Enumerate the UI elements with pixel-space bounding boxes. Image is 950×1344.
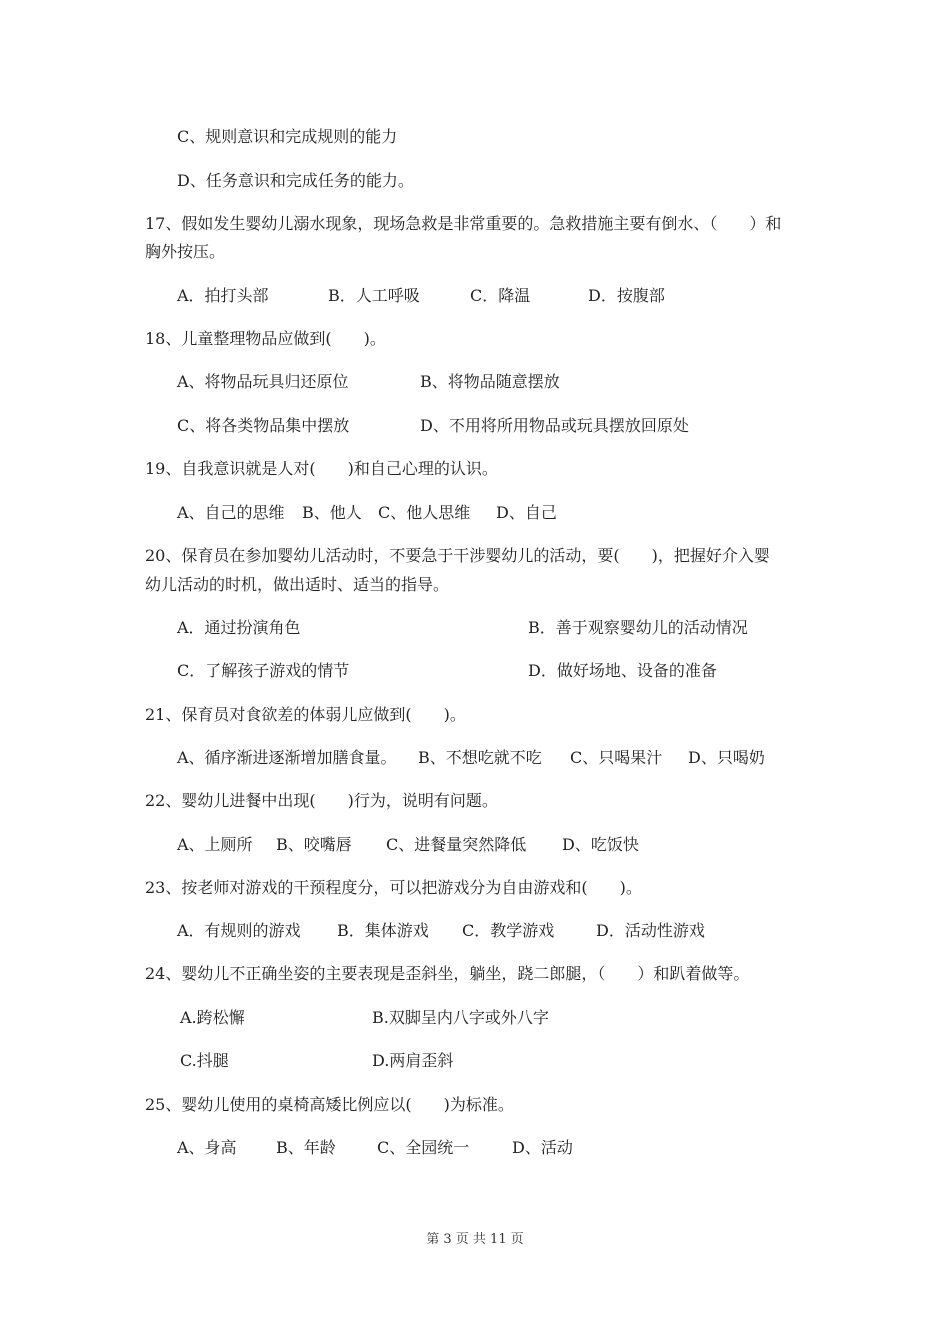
question-22: 22、婴幼儿进餐中出现( )行为，说明有问题。 bbox=[145, 791, 498, 810]
option-d: D．按腹部 bbox=[588, 286, 665, 305]
option-c: C、规则意识和完成规则的能力 bbox=[177, 127, 398, 146]
option-a: A、将物品玩具归还原位 bbox=[177, 372, 349, 391]
option-c: C．教学游戏 bbox=[462, 921, 555, 940]
option-a: A．有规则的游戏 bbox=[177, 921, 301, 940]
question-17: 17、假如发生婴幼儿溺水现象，现场急救是非常重要的。急救措施主要有倒水、（ ）和 bbox=[145, 214, 782, 233]
question-25: 25、婴幼儿使用的桌椅高矮比例应以( )为标准。 bbox=[145, 1095, 514, 1114]
option-b: B、他人 bbox=[302, 503, 362, 522]
option-d: D、吃饭快 bbox=[562, 835, 639, 854]
option-d: D．做好场地、设备的准备 bbox=[528, 661, 717, 680]
question-19: 19、自我意识就是人对( )和自己心理的认识。 bbox=[145, 459, 498, 478]
option-a: A．拍打头部 bbox=[177, 286, 269, 305]
option-b: B、咬嘴唇 bbox=[276, 835, 352, 854]
option-b: B．集体游戏 bbox=[337, 921, 429, 940]
option-d: D．活动性游戏 bbox=[596, 921, 705, 940]
option-c: C．了解孩子游戏的情节 bbox=[177, 661, 350, 680]
option-b: B.双脚呈内八字或外八字 bbox=[372, 1008, 549, 1027]
option-c: C.抖腿 bbox=[180, 1051, 229, 1070]
option-b: B、将物品随意摆放 bbox=[420, 372, 560, 391]
option-a: A、循序渐进逐渐增加膳食量。 bbox=[177, 748, 397, 767]
option-c: C、全园统一 bbox=[377, 1138, 470, 1157]
question-20: 20、保育员在参加婴幼儿活动时，不要急于干涉婴幼儿的活动，要( )，把握好介入婴 bbox=[145, 546, 770, 565]
option-d: D、不用将所用物品或玩具摆放回原处 bbox=[420, 416, 689, 435]
option-c: C、只喝果汁 bbox=[570, 748, 663, 767]
option-c: C．降温 bbox=[470, 286, 531, 305]
question-21: 21、保育员对食欲差的体弱儿应做到( )。 bbox=[145, 705, 466, 724]
option-b: B．善于观察婴幼儿的活动情况 bbox=[528, 618, 748, 637]
question-24: 24、婴幼儿不正确坐姿的主要表现是歪斜坐，躺坐，跷二郎腿，（ ）和趴着做等。 bbox=[145, 964, 750, 983]
option-a: A、自己的思维 bbox=[177, 503, 285, 522]
option-c: C、他人思维 bbox=[378, 503, 471, 522]
option-b: B、年龄 bbox=[276, 1138, 336, 1157]
question-23: 23、按老师对游戏的干预程度分，可以把游戏分为自由游戏和( )。 bbox=[145, 878, 642, 897]
option-a: A．通过扮演角色 bbox=[177, 618, 301, 637]
page-footer: 第 3 页 共 11 页 bbox=[426, 1232, 524, 1247]
option-d: D、任务意识和完成任务的能力。 bbox=[177, 171, 414, 190]
option-d: D.两肩歪斜 bbox=[372, 1051, 454, 1070]
question-20-cont: 幼儿活动的时机，做出适时、适当的指导。 bbox=[145, 575, 450, 594]
option-a: A、上厕所 bbox=[177, 835, 253, 854]
option-d: D、只喝奶 bbox=[688, 748, 765, 767]
option-d: D、活动 bbox=[512, 1138, 573, 1157]
option-a: A.跨松懈 bbox=[180, 1008, 245, 1027]
option-a: A、身高 bbox=[177, 1138, 237, 1157]
question-18: 18、儿童整理物品应做到( )。 bbox=[145, 329, 386, 348]
question-17-cont: 胸外按压。 bbox=[145, 242, 226, 261]
option-b: B．人工呼吸 bbox=[328, 286, 420, 305]
option-d: D、自己 bbox=[496, 503, 557, 522]
option-c: C、进餐量突然降低 bbox=[386, 835, 527, 854]
option-c: C、将各类物品集中摆放 bbox=[177, 416, 350, 435]
option-b: B、不想吃就不吃 bbox=[418, 748, 542, 767]
